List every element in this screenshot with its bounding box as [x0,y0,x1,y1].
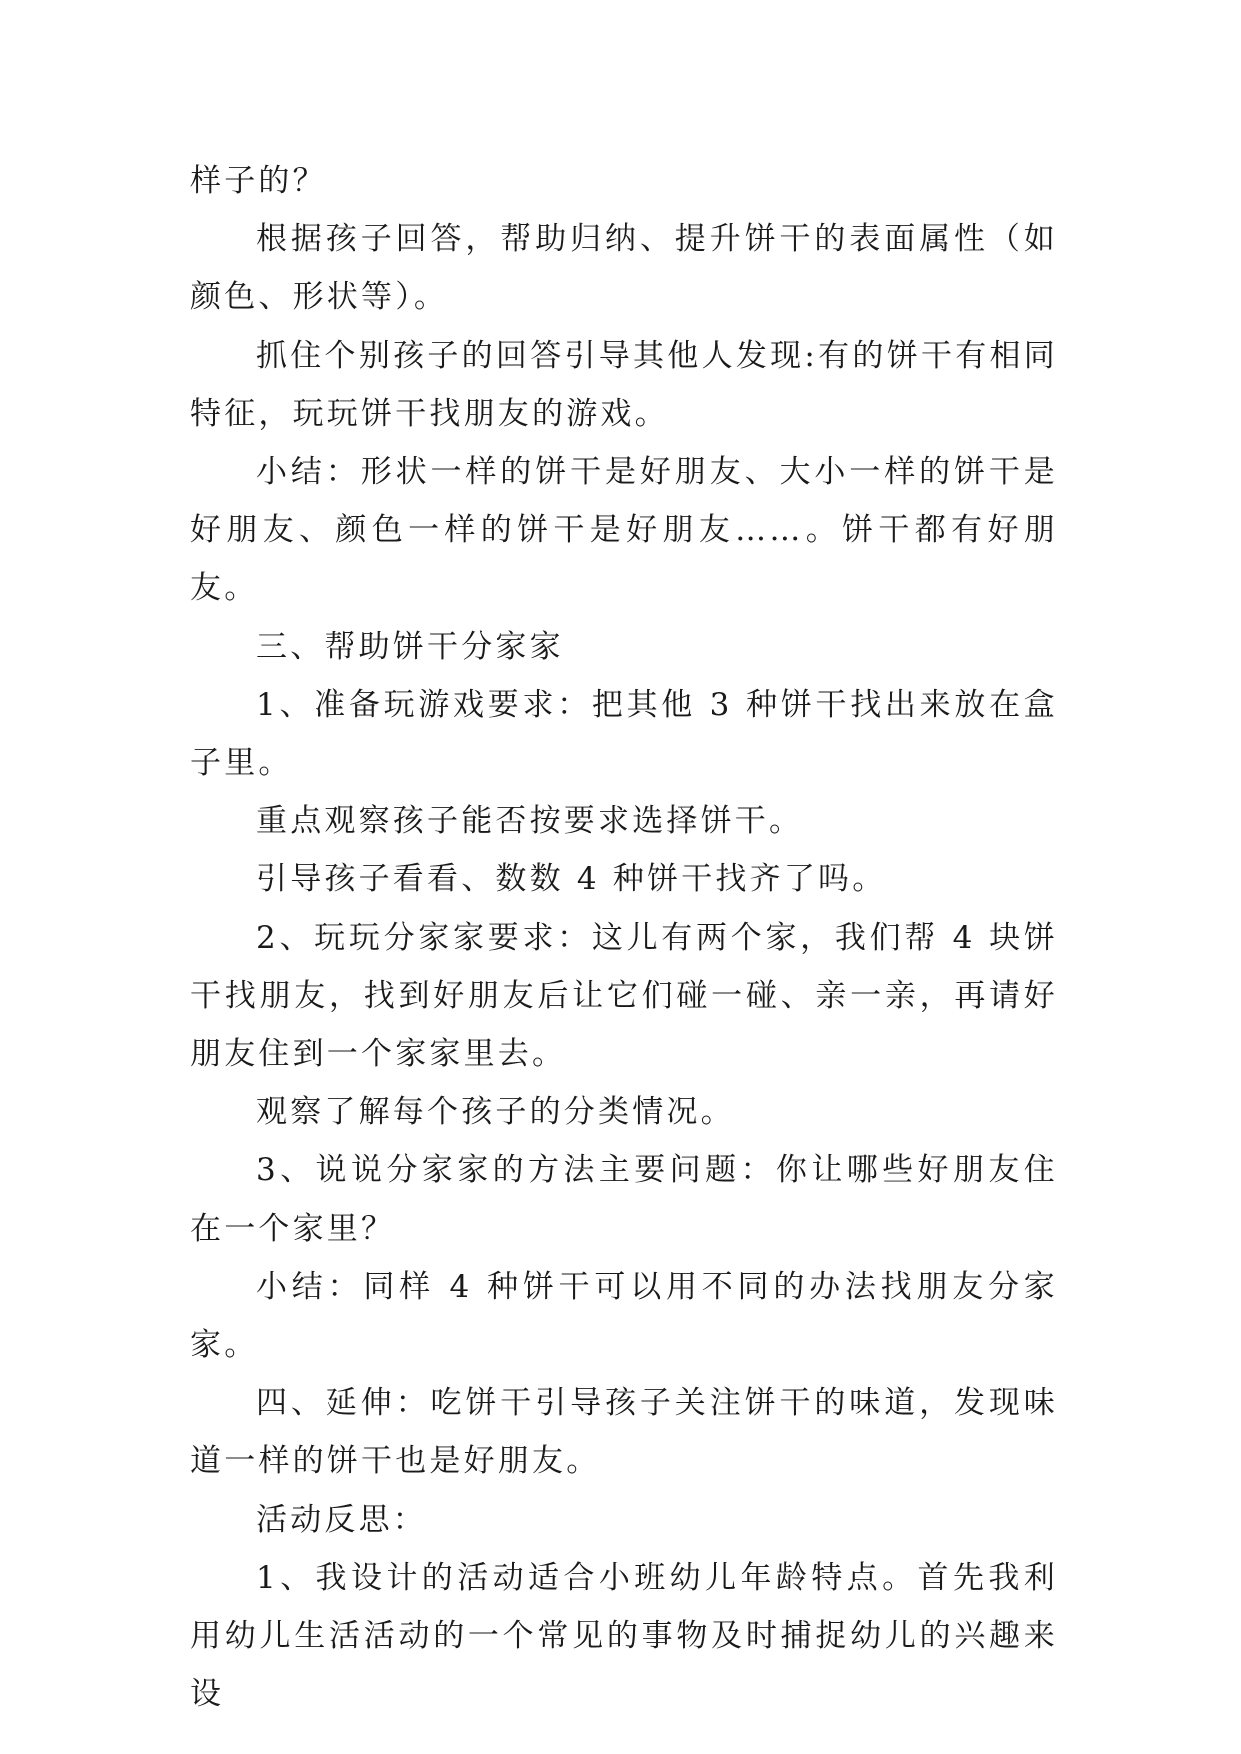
heading-reflection: 活动反思： [256,1501,427,1538]
document-body [190,152,1058,1723]
paragraph-guide-discovery: 抓住个别孩子的回答引导其他人发现:有的饼干有相同特征，玩玩饼干找朋友的游戏。 [190,337,1058,432]
paragraph-continuation: 样子的？ [190,163,327,199]
paragraph-observe-selection: 重点观察孩子能否按要求选择饼干。 [256,803,804,840]
paragraph-step-3: 3、说说分家家的方法主要问题：你让哪些好朋友住在一个家里？ [190,1152,1058,1247]
section-heading-4: 四、延伸：吃饼干引导孩子关注饼干的味道，发现味道一样的饼干也是好朋友。 [190,1385,1058,1480]
paragraph-count-biscuits: 引导孩子看看、数数 4 种饼干找齐了吗。 [256,861,887,898]
paragraph-observe-classification: 观察了解每个孩子的分类情况。 [256,1094,735,1131]
paragraph-reflection-1: 1、我设计的活动适合小班幼儿年龄特点。首先我利用幼儿生活活动的一个常见的事物及时捕捉幼儿的兴趣来设 [190,1559,1058,1713]
paragraph-summary-methods: 小结：同样 4 种饼干可以用不同的办法找朋友分家家。 [190,1268,1058,1364]
paragraph-summary-attributes: 根据孩子回答，帮助归纳、提升饼干的表面属性（如颜色、形状等）。 [190,221,1058,316]
paragraph-step-1: 1、准备玩游戏要求：把其他 3 种饼干找出来放在盒子里。 [190,686,1058,782]
paragraph-summary-friends: 小结：形状一样的饼干是好朋友、大小一样的饼干是好朋友、颜色一样的饼干是好朋友……。饼干都有好朋友。 [190,454,1058,607]
section-heading-3: 三、帮助饼干分家家 [256,628,564,665]
paragraph-step-2: 2、玩玩分家家要求：这儿有两个家，我们帮 4 块饼干找朋友，找到好朋友后让它们碰一碰、亲一亲，再请好朋友住到一个家家里去。 [190,919,1058,1073]
